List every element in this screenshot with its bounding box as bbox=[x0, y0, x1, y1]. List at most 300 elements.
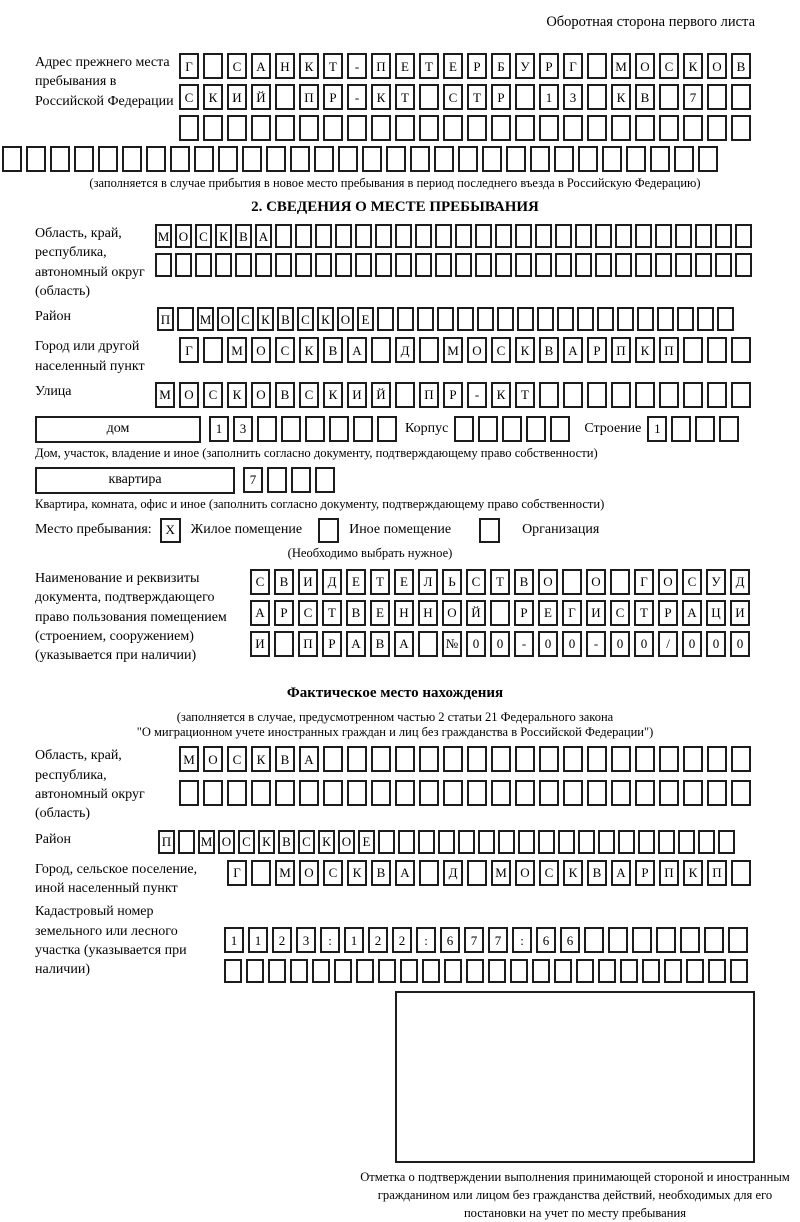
char-cell[interactable]: К bbox=[318, 830, 335, 854]
char-cell[interactable]: 0 bbox=[706, 631, 726, 657]
char-cell[interactable]: Д bbox=[443, 860, 463, 886]
char-cell[interactable] bbox=[227, 780, 247, 806]
char-cell[interactable]: 6 bbox=[536, 927, 556, 953]
char-cell[interactable] bbox=[375, 224, 392, 248]
char-cell[interactable]: М bbox=[275, 860, 295, 886]
char-cell[interactable]: 3 bbox=[233, 416, 253, 442]
char-cell[interactable] bbox=[635, 224, 652, 248]
char-cell[interactable]: 7 bbox=[243, 467, 263, 493]
char-cell[interactable] bbox=[638, 830, 655, 854]
char-cell[interactable] bbox=[467, 746, 487, 772]
checkbox-zhiloe[interactable]: X bbox=[160, 518, 181, 543]
char-cell[interactable] bbox=[658, 830, 675, 854]
char-cell[interactable] bbox=[539, 746, 559, 772]
char-cell[interactable] bbox=[275, 115, 295, 141]
char-cell[interactable]: П bbox=[298, 631, 318, 657]
char-cell[interactable] bbox=[395, 382, 415, 408]
char-cell[interactable] bbox=[735, 224, 752, 248]
char-cell[interactable]: С bbox=[179, 84, 199, 110]
char-cell[interactable]: - bbox=[514, 631, 534, 657]
char-cell[interactable] bbox=[587, 746, 607, 772]
char-cell[interactable]: К bbox=[347, 860, 367, 886]
char-cell[interactable]: 2 bbox=[272, 927, 292, 953]
char-cell[interactable] bbox=[587, 780, 607, 806]
char-cell[interactable] bbox=[597, 307, 614, 331]
char-cell[interactable] bbox=[458, 146, 478, 172]
char-cell[interactable]: К bbox=[215, 224, 232, 248]
char-cell[interactable]: А bbox=[394, 631, 414, 657]
char-cell[interactable] bbox=[467, 860, 487, 886]
char-cell[interactable] bbox=[728, 927, 748, 953]
char-cell[interactable] bbox=[659, 382, 679, 408]
char-cell[interactable] bbox=[657, 307, 674, 331]
char-cell[interactable] bbox=[203, 115, 223, 141]
char-cell[interactable] bbox=[707, 115, 727, 141]
char-cell[interactable] bbox=[419, 746, 439, 772]
char-cell[interactable] bbox=[563, 115, 583, 141]
char-cell[interactable]: Т bbox=[322, 600, 342, 626]
char-cell[interactable] bbox=[577, 307, 594, 331]
char-cell[interactable]: Р bbox=[467, 53, 487, 79]
char-cell[interactable] bbox=[707, 337, 727, 363]
char-cell[interactable] bbox=[608, 927, 628, 953]
char-cell[interactable] bbox=[235, 253, 252, 277]
char-cell[interactable]: И bbox=[730, 600, 750, 626]
char-cell[interactable] bbox=[437, 307, 454, 331]
char-cell[interactable]: С bbox=[195, 224, 212, 248]
char-cell[interactable] bbox=[323, 115, 343, 141]
char-cell[interactable]: В bbox=[587, 860, 607, 886]
char-cell[interactable] bbox=[718, 830, 735, 854]
char-cell[interactable]: А bbox=[563, 337, 583, 363]
char-cell[interactable] bbox=[438, 830, 455, 854]
char-cell[interactable]: К bbox=[635, 337, 655, 363]
char-cell[interactable]: А bbox=[255, 224, 272, 248]
char-cell[interactable]: 0 bbox=[490, 631, 510, 657]
char-cell[interactable] bbox=[455, 253, 472, 277]
char-cell[interactable] bbox=[518, 830, 535, 854]
char-cell[interactable]: Т bbox=[370, 569, 390, 595]
char-cell[interactable] bbox=[246, 959, 264, 983]
char-cell[interactable] bbox=[50, 146, 70, 172]
char-cell[interactable] bbox=[194, 146, 214, 172]
char-cell[interactable] bbox=[454, 416, 474, 442]
checkbox-organizaciya[interactable] bbox=[479, 518, 500, 543]
char-cell[interactable] bbox=[735, 253, 752, 277]
char-cell[interactable] bbox=[275, 84, 295, 110]
char-cell[interactable]: О bbox=[217, 307, 234, 331]
char-cell[interactable] bbox=[659, 115, 679, 141]
char-cell[interactable] bbox=[537, 307, 554, 331]
char-cell[interactable]: 1 bbox=[647, 416, 667, 442]
char-cell[interactable] bbox=[707, 84, 727, 110]
char-cell[interactable]: Д bbox=[730, 569, 750, 595]
char-cell[interactable] bbox=[563, 382, 583, 408]
char-cell[interactable] bbox=[731, 84, 751, 110]
char-cell[interactable] bbox=[386, 146, 406, 172]
char-cell[interactable] bbox=[517, 307, 534, 331]
char-cell[interactable] bbox=[675, 253, 692, 277]
char-cell[interactable] bbox=[695, 416, 715, 442]
char-cell[interactable]: 0 bbox=[730, 631, 750, 657]
char-cell[interactable] bbox=[267, 467, 287, 493]
char-cell[interactable] bbox=[475, 253, 492, 277]
char-cell[interactable] bbox=[251, 860, 271, 886]
char-cell[interactable] bbox=[539, 780, 559, 806]
char-cell[interactable]: А bbox=[347, 337, 367, 363]
char-cell[interactable]: С bbox=[466, 569, 486, 595]
char-cell[interactable]: С bbox=[250, 569, 270, 595]
char-cell[interactable] bbox=[356, 959, 374, 983]
char-cell[interactable] bbox=[515, 780, 535, 806]
char-cell[interactable]: О bbox=[179, 382, 199, 408]
char-cell[interactable]: С bbox=[323, 860, 343, 886]
char-cell[interactable]: М bbox=[491, 860, 511, 886]
char-cell[interactable]: 0 bbox=[682, 631, 702, 657]
char-cell[interactable]: М bbox=[155, 382, 175, 408]
char-cell[interactable] bbox=[491, 780, 511, 806]
char-cell[interactable]: В bbox=[514, 569, 534, 595]
char-cell[interactable] bbox=[637, 307, 654, 331]
char-cell[interactable] bbox=[467, 115, 487, 141]
char-cell[interactable]: Р bbox=[539, 53, 559, 79]
char-cell[interactable]: И bbox=[586, 600, 606, 626]
char-cell[interactable]: С bbox=[298, 600, 318, 626]
char-cell[interactable] bbox=[371, 780, 391, 806]
char-cell[interactable] bbox=[635, 780, 655, 806]
char-cell[interactable] bbox=[443, 780, 463, 806]
char-cell[interactable] bbox=[274, 631, 294, 657]
char-cell[interactable] bbox=[578, 830, 595, 854]
char-cell[interactable] bbox=[397, 307, 414, 331]
char-cell[interactable] bbox=[275, 780, 295, 806]
char-cell[interactable]: А bbox=[251, 53, 271, 79]
char-cell[interactable] bbox=[510, 959, 528, 983]
char-cell[interactable] bbox=[395, 253, 412, 277]
char-cell[interactable] bbox=[717, 307, 734, 331]
char-cell[interactable] bbox=[538, 830, 555, 854]
char-cell[interactable]: О bbox=[538, 569, 558, 595]
char-cell[interactable] bbox=[535, 224, 552, 248]
char-cell[interactable] bbox=[315, 253, 332, 277]
char-cell[interactable]: Е bbox=[538, 600, 558, 626]
char-cell[interactable] bbox=[2, 146, 22, 172]
char-cell[interactable] bbox=[419, 780, 439, 806]
char-cell[interactable] bbox=[611, 780, 631, 806]
char-cell[interactable] bbox=[611, 746, 631, 772]
char-cell[interactable] bbox=[610, 569, 630, 595]
char-cell[interactable]: С bbox=[443, 84, 463, 110]
char-cell[interactable] bbox=[617, 307, 634, 331]
char-cell[interactable] bbox=[731, 860, 751, 886]
char-cell[interactable]: В bbox=[235, 224, 252, 248]
char-cell[interactable] bbox=[515, 224, 532, 248]
char-cell[interactable] bbox=[656, 927, 676, 953]
char-cell[interactable] bbox=[458, 830, 475, 854]
char-cell[interactable] bbox=[275, 224, 292, 248]
char-cell[interactable] bbox=[457, 307, 474, 331]
char-cell[interactable] bbox=[290, 146, 310, 172]
char-cell[interactable] bbox=[347, 746, 367, 772]
char-cell[interactable]: О bbox=[338, 830, 355, 854]
char-cell[interactable]: К bbox=[611, 84, 631, 110]
char-cell[interactable]: Й bbox=[371, 382, 391, 408]
char-cell[interactable] bbox=[731, 780, 751, 806]
char-cell[interactable]: С bbox=[299, 382, 319, 408]
char-cell[interactable]: 1 bbox=[224, 927, 244, 953]
char-cell[interactable]: Д bbox=[322, 569, 342, 595]
char-cell[interactable] bbox=[203, 780, 223, 806]
char-cell[interactable]: Й bbox=[466, 600, 486, 626]
char-cell[interactable]: М bbox=[197, 307, 214, 331]
char-cell[interactable]: Г bbox=[179, 337, 199, 363]
char-cell[interactable]: М bbox=[155, 224, 172, 248]
char-cell[interactable] bbox=[419, 860, 439, 886]
char-cell[interactable]: И bbox=[347, 382, 367, 408]
char-cell[interactable]: А bbox=[250, 600, 270, 626]
char-cell[interactable] bbox=[329, 416, 349, 442]
char-cell[interactable]: К bbox=[227, 382, 247, 408]
char-cell[interactable]: 2 bbox=[368, 927, 388, 953]
char-cell[interactable] bbox=[587, 115, 607, 141]
char-cell[interactable] bbox=[179, 115, 199, 141]
char-cell[interactable]: Р bbox=[323, 84, 343, 110]
char-cell[interactable] bbox=[598, 830, 615, 854]
char-cell[interactable]: Т bbox=[515, 382, 535, 408]
char-cell[interactable] bbox=[595, 224, 612, 248]
char-cell[interactable] bbox=[683, 115, 703, 141]
char-cell[interactable] bbox=[554, 959, 572, 983]
char-cell[interactable]: Р bbox=[587, 337, 607, 363]
char-cell[interactable] bbox=[419, 84, 439, 110]
char-cell[interactable] bbox=[562, 569, 582, 595]
char-cell[interactable] bbox=[683, 746, 703, 772]
char-cell[interactable] bbox=[443, 746, 463, 772]
char-cell[interactable] bbox=[315, 224, 332, 248]
char-cell[interactable] bbox=[618, 830, 635, 854]
char-cell[interactable]: В bbox=[731, 53, 751, 79]
char-cell[interactable] bbox=[146, 146, 166, 172]
char-cell[interactable]: Р bbox=[274, 600, 294, 626]
char-cell[interactable] bbox=[488, 959, 506, 983]
char-cell[interactable] bbox=[74, 146, 94, 172]
char-cell[interactable] bbox=[371, 115, 391, 141]
char-cell[interactable]: И bbox=[250, 631, 270, 657]
char-cell[interactable]: Ь bbox=[442, 569, 462, 595]
char-cell[interactable]: - bbox=[347, 84, 367, 110]
char-cell[interactable]: 1 bbox=[248, 927, 268, 953]
char-cell[interactable] bbox=[338, 146, 358, 172]
char-cell[interactable] bbox=[347, 780, 367, 806]
char-cell[interactable] bbox=[299, 115, 319, 141]
char-cell[interactable]: - bbox=[347, 53, 367, 79]
char-cell[interactable] bbox=[26, 146, 46, 172]
char-cell[interactable]: Д bbox=[395, 337, 415, 363]
char-cell[interactable]: 0 bbox=[466, 631, 486, 657]
char-cell[interactable] bbox=[490, 600, 510, 626]
char-cell[interactable]: О bbox=[707, 53, 727, 79]
char-cell[interactable] bbox=[515, 746, 535, 772]
char-cell[interactable] bbox=[576, 959, 594, 983]
char-cell[interactable] bbox=[683, 337, 703, 363]
checkbox-inoe[interactable] bbox=[318, 518, 339, 543]
char-cell[interactable]: А bbox=[346, 631, 366, 657]
char-cell[interactable] bbox=[395, 780, 415, 806]
char-cell[interactable] bbox=[557, 307, 574, 331]
char-cell[interactable]: П bbox=[707, 860, 727, 886]
char-cell[interactable]: / bbox=[658, 631, 678, 657]
char-cell[interactable] bbox=[697, 307, 714, 331]
char-cell[interactable] bbox=[251, 115, 271, 141]
char-cell[interactable] bbox=[615, 253, 632, 277]
char-cell[interactable] bbox=[419, 337, 439, 363]
char-cell[interactable] bbox=[731, 337, 751, 363]
char-cell[interactable] bbox=[395, 115, 415, 141]
char-cell[interactable] bbox=[371, 337, 391, 363]
char-cell[interactable]: 7 bbox=[683, 84, 703, 110]
char-cell[interactable]: В bbox=[371, 860, 391, 886]
char-cell[interactable] bbox=[418, 830, 435, 854]
char-cell[interactable]: Н bbox=[275, 53, 295, 79]
char-cell[interactable]: М bbox=[611, 53, 631, 79]
char-cell[interactable]: Р bbox=[514, 600, 534, 626]
char-cell[interactable]: П bbox=[157, 307, 174, 331]
char-cell[interactable] bbox=[478, 830, 495, 854]
char-cell[interactable]: Т bbox=[323, 53, 343, 79]
char-cell[interactable]: Е bbox=[394, 569, 414, 595]
char-cell[interactable]: 6 bbox=[560, 927, 580, 953]
char-cell[interactable] bbox=[563, 780, 583, 806]
char-cell[interactable]: С bbox=[298, 830, 315, 854]
char-cell[interactable] bbox=[683, 780, 703, 806]
char-cell[interactable] bbox=[478, 416, 498, 442]
char-cell[interactable]: № bbox=[442, 631, 462, 657]
char-cell[interactable] bbox=[98, 146, 118, 172]
char-cell[interactable]: В bbox=[274, 569, 294, 595]
char-cell[interactable] bbox=[671, 416, 691, 442]
char-cell[interactable] bbox=[584, 927, 604, 953]
char-cell[interactable]: Е bbox=[395, 53, 415, 79]
char-cell[interactable] bbox=[620, 959, 638, 983]
char-cell[interactable]: Г bbox=[562, 600, 582, 626]
char-cell[interactable] bbox=[255, 253, 272, 277]
char-cell[interactable]: Й bbox=[251, 84, 271, 110]
char-cell[interactable] bbox=[678, 830, 695, 854]
char-cell[interactable] bbox=[215, 253, 232, 277]
char-cell[interactable]: П bbox=[371, 53, 391, 79]
char-cell[interactable] bbox=[707, 746, 727, 772]
char-cell[interactable] bbox=[698, 146, 718, 172]
char-cell[interactable]: Т bbox=[490, 569, 510, 595]
char-cell[interactable] bbox=[314, 146, 334, 172]
char-cell[interactable]: П bbox=[659, 337, 679, 363]
char-cell[interactable]: М bbox=[443, 337, 463, 363]
char-cell[interactable]: 1 bbox=[539, 84, 559, 110]
char-cell[interactable]: К bbox=[299, 53, 319, 79]
char-cell[interactable] bbox=[415, 253, 432, 277]
char-cell[interactable]: К bbox=[258, 830, 275, 854]
char-cell[interactable]: К bbox=[251, 746, 271, 772]
char-cell[interactable]: Е bbox=[346, 569, 366, 595]
char-cell[interactable]: П bbox=[419, 382, 439, 408]
char-cell[interactable] bbox=[587, 84, 607, 110]
char-cell[interactable] bbox=[683, 382, 703, 408]
char-cell[interactable]: В bbox=[539, 337, 559, 363]
char-cell[interactable]: Р bbox=[635, 860, 655, 886]
char-cell[interactable] bbox=[482, 146, 502, 172]
char-cell[interactable] bbox=[680, 927, 700, 953]
char-cell[interactable]: Р bbox=[491, 84, 511, 110]
char-cell[interactable] bbox=[203, 337, 223, 363]
char-cell[interactable] bbox=[312, 959, 330, 983]
char-cell[interactable] bbox=[295, 253, 312, 277]
char-cell[interactable]: 0 bbox=[562, 631, 582, 657]
char-cell[interactable]: Т bbox=[634, 600, 654, 626]
char-cell[interactable] bbox=[355, 253, 372, 277]
char-cell[interactable]: Г bbox=[179, 53, 199, 79]
char-cell[interactable] bbox=[731, 746, 751, 772]
char-cell[interactable] bbox=[664, 959, 682, 983]
char-cell[interactable]: П bbox=[299, 84, 319, 110]
char-cell[interactable] bbox=[587, 53, 607, 79]
char-cell[interactable] bbox=[655, 253, 672, 277]
char-cell[interactable]: С bbox=[297, 307, 314, 331]
char-cell[interactable]: С bbox=[659, 53, 679, 79]
char-cell[interactable] bbox=[659, 746, 679, 772]
char-cell[interactable] bbox=[491, 115, 511, 141]
char-cell[interactable] bbox=[595, 253, 612, 277]
char-cell[interactable]: У bbox=[515, 53, 535, 79]
char-cell[interactable] bbox=[555, 224, 572, 248]
char-cell[interactable] bbox=[178, 830, 195, 854]
char-cell[interactable] bbox=[730, 959, 748, 983]
char-cell[interactable]: К bbox=[683, 53, 703, 79]
char-cell[interactable]: С bbox=[227, 746, 247, 772]
char-cell[interactable]: О bbox=[467, 337, 487, 363]
char-cell[interactable]: Л bbox=[418, 569, 438, 595]
char-cell[interactable] bbox=[299, 780, 319, 806]
char-cell[interactable] bbox=[674, 146, 694, 172]
char-cell[interactable]: О bbox=[251, 337, 271, 363]
char-cell[interactable] bbox=[415, 224, 432, 248]
char-cell[interactable] bbox=[315, 467, 335, 493]
char-cell[interactable] bbox=[708, 959, 726, 983]
char-cell[interactable]: А bbox=[682, 600, 702, 626]
char-cell[interactable] bbox=[422, 959, 440, 983]
char-cell[interactable]: П bbox=[158, 830, 175, 854]
char-cell[interactable] bbox=[251, 780, 271, 806]
char-cell[interactable]: 3 bbox=[563, 84, 583, 110]
char-cell[interactable] bbox=[539, 382, 559, 408]
char-cell[interactable]: К bbox=[515, 337, 535, 363]
char-cell[interactable]: - bbox=[467, 382, 487, 408]
char-cell[interactable] bbox=[626, 146, 646, 172]
char-cell[interactable] bbox=[526, 416, 546, 442]
char-cell[interactable] bbox=[477, 307, 494, 331]
char-cell[interactable] bbox=[347, 115, 367, 141]
char-cell[interactable] bbox=[417, 307, 434, 331]
char-cell[interactable]: С bbox=[491, 337, 511, 363]
char-cell[interactable]: В bbox=[277, 307, 294, 331]
char-cell[interactable] bbox=[659, 84, 679, 110]
char-cell[interactable]: Т bbox=[395, 84, 415, 110]
char-cell[interactable]: А bbox=[611, 860, 631, 886]
char-cell[interactable]: Н bbox=[418, 600, 438, 626]
char-cell[interactable] bbox=[268, 959, 286, 983]
char-cell[interactable]: : bbox=[512, 927, 532, 953]
char-cell[interactable] bbox=[195, 253, 212, 277]
char-cell[interactable] bbox=[491, 746, 511, 772]
